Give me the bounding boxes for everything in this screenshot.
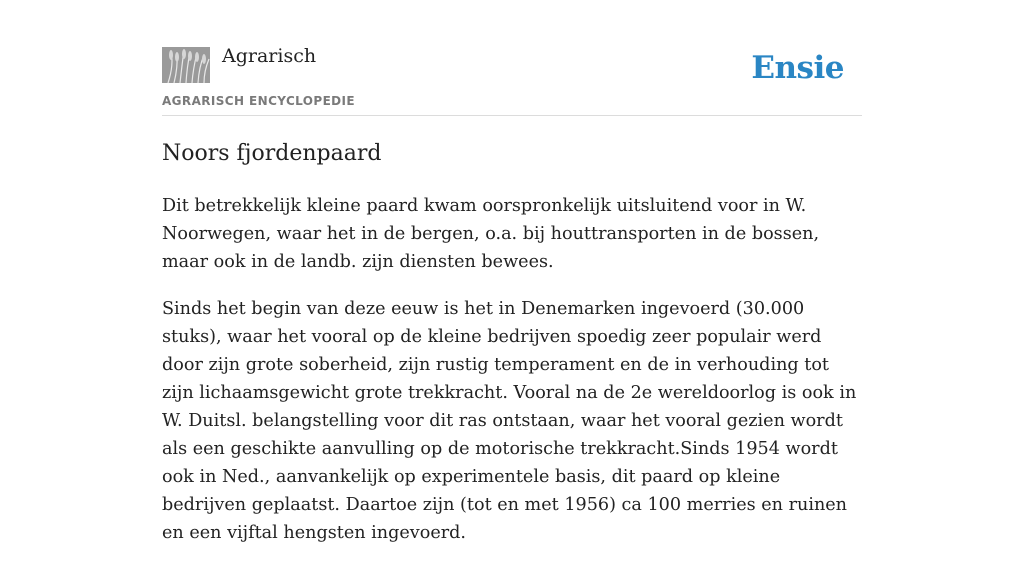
- article-paragraph: Sinds het begin van deze eeuw is het in Denemarken ingevoerd (30.000 stuks), waar het vooral op de kleine bedrijven spoedig zeer populair werd door zijn grote soberheid, zijn rustig temperament en de in verhouding tot zijn lichaamsgewicht grote trekkracht. Vooral na de 2e wereldoorlog is ook in W. Duitsl. belangstelling voor dit ras ontstaan, waar het vooral gezien wordt als een geschikte aanvulling op de motorische trekkracht.Sinds 1954 wordt ook in Ned., aanvankelijk op experimentele basis, dit paard op kleine bedrijven geplaatst. Daartoe zijn (tot en met 1956) ca 100 merries en ruinen en een vijftal hengsten ingevoerd.: [162, 299, 857, 543]
- site-header: [162, 0, 862, 116]
- article-paragraph: Dit betrekkelijk kleine paard kwam oorspronkelijk uitsluitend voor in W. Noorwegen, waar het in de bergen, o.a. bij houttransporten in de bossen, maar ook in de landb. zijn diensten bewees.: [162, 196, 820, 272]
- wheat-icon[interactable]: [162, 47, 210, 83]
- publication-subtitle[interactable]: AGRARISCH ENCYCLOPEDIE: [162, 94, 355, 108]
- publication-name[interactable]: Agrarisch: [222, 45, 317, 67]
- content-column: [162, 0, 862, 543]
- article-body: [162, 192, 862, 566]
- article-title: Noors fjordenpaard: [162, 141, 382, 166]
- ensie-logo[interactable]: Ensie: [751, 50, 844, 86]
